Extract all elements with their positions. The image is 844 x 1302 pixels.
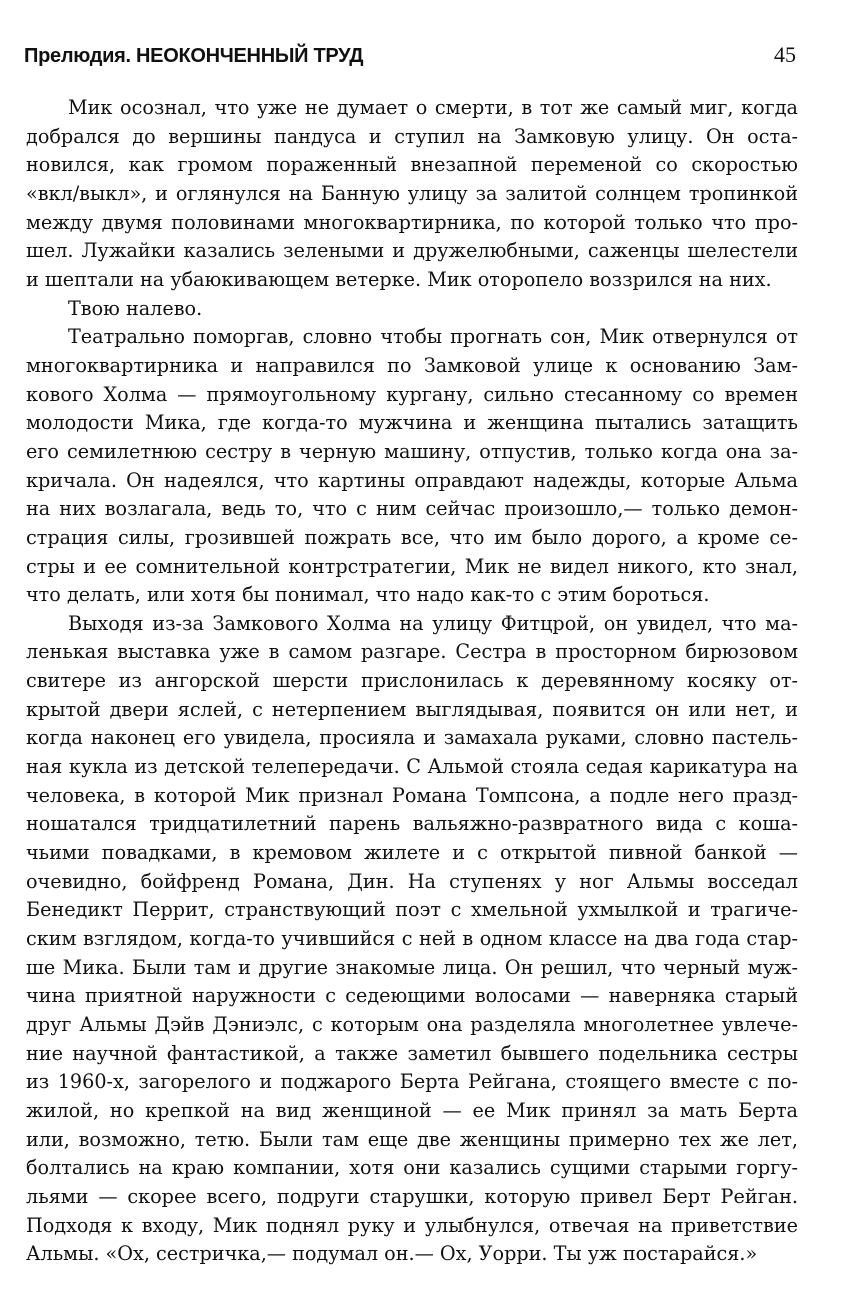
text-line: Твою налево. <box>68 296 203 320</box>
text-line: его семилетнюю сестру в черную машину, отпустив, только когда она за- <box>26 439 798 463</box>
text-line: на них возлагала, ведь то, что с ним сейчас произошло,— только демон- <box>26 497 798 521</box>
text-line: друг Альмы Дэйв Дэниэлс, с которым она разделяла многолетнее увлече- <box>26 1013 798 1036</box>
text-line: человека, в которой Мик признал Романа Томпсона, а подле него празд- <box>26 783 798 807</box>
paragraph <box>26 295 798 324</box>
text-line: кового Холма — прямоугольному кургану, сильно стесанному со времен <box>26 382 798 406</box>
text-line: шел. Лужайки казались зелеными и дружелюбными, саженцы шелестели <box>26 239 798 263</box>
text-line: очевидно, бойфренд Романа, Дин. На ступенях у ног Альмы восседал <box>26 869 798 893</box>
text-line: Бенедикт Перрит, странствующий поэт с хмельной ухмылкой и трагиче- <box>26 898 798 922</box>
text-line: стры и ее сомнительной контрстратегии, Мик не видел никого, кто знал, <box>26 554 798 578</box>
text-line: между двумя половинами многоквартирника, по которой только что про- <box>26 210 798 234</box>
text-line: ше Мика. Были там и другие знакомые лица. Он решил, что черный муж- <box>26 955 798 979</box>
running-head <box>24 42 796 74</box>
text-line: чьими повадками, в кремовом жилете и с открытой пивной банкой — <box>26 841 798 865</box>
paragraph <box>26 610 798 1269</box>
text-line: «вкл/выкл», и оглянулся на Банную улицу за залитой солнцем тропинкой <box>26 181 798 205</box>
text-line: жилой, но крепкой на вид женщиной — ее Мик принял за мать Берта <box>26 1098 798 1122</box>
text-line: молодости Мика, где когда-то мужчина и женщина пытались затащить <box>26 411 798 435</box>
chapter-title: Прелюдия. НЕОКОНЧЕННЫЙ ТРУД <box>24 45 364 67</box>
text-line: льями — скорее всего, подруги старушки, которую привел Берт Рейган. <box>26 1184 798 1208</box>
text-line: когда наконец его увидела, просияла и замахала руками, словно пастель- <box>26 726 798 750</box>
text-line: ние научной фантастикой, а также заметил бывшего подельника сестры <box>26 1041 798 1065</box>
text-line: Альмы. «Ох, сестричка,— подумал он.— Ох, Уорри. Ты уж постарайся.» <box>26 1242 758 1266</box>
text-line: болтались на краю компании, хотя они казались сущими старыми горгу- <box>26 1156 798 1180</box>
text-line: и шептали на убаюкивающем ветерке. Мик оторопело воззрился на них. <box>26 267 772 291</box>
text-line: ношатался тридцатилетний парень вальяжно-развратного вида с коша- <box>26 812 798 836</box>
page-number: 45 <box>774 42 796 67</box>
paragraph <box>26 94 798 295</box>
text-line: ная кукла из детской телепередачи. С Альмой стояла седая карикатура на <box>26 755 798 779</box>
text-line: страция силы, грозившей пожрать все, что им было дорого, а кроме се- <box>26 525 798 549</box>
text-line: свитере из ангорской шерсти прислонилась к деревянному косяку от- <box>26 669 798 693</box>
text-line: новился, как громом пораженный внезапной переменой со скоростью <box>26 153 798 177</box>
text-line: чина приятной наружности с седеющими волосами — наверняка старый <box>26 984 798 1008</box>
text-line: кричала. Он надеялся, что картины оправдают надежды, которые Альма <box>26 468 798 492</box>
text-line: ленькая выставка уже в самом разгаре. Сестра в просторном бирюзовом <box>26 640 798 664</box>
text-line: крытой двери яслей, с нетерпением выглядывая, появится он или нет, и <box>26 697 798 721</box>
text-line: Выходя из-за Замкового Холма на улицу Фитцрой, он увидел, что ма- <box>68 611 798 635</box>
body-text <box>26 94 798 1269</box>
text-line: Театрально поморгав, словно чтобы прогнать сон, Мик отвернулся от <box>68 325 798 349</box>
text-line: из 1960-х, загорелого и поджарого Берта Рейгана, стоящего вместе с по- <box>26 1070 798 1094</box>
text-line: Мик осознал, что уже не думает о смерти, в тот же самый миг, когда <box>68 96 798 119</box>
text-line: многоквартирника и направился по Замковой улице к основанию Зам- <box>26 353 798 377</box>
paragraph <box>26 323 798 610</box>
text-line: Подходя к входу, Мик поднял руку и улыбнулся, отвечая на приветствие <box>26 1213 798 1237</box>
text-line: что делать, или хотя бы понимал, что надо как-то с этим бороться. <box>26 583 710 607</box>
text-line: добрался до вершины пандуса и ступил на Замковую улицу. Он оста- <box>26 124 798 148</box>
text-line: ским взглядом, когда-то учившийся с ней в одном классе на два года стар- <box>26 927 798 951</box>
text-line: или, возможно, тетю. Были там еще две женщины примерно тех же лет, <box>26 1127 798 1151</box>
